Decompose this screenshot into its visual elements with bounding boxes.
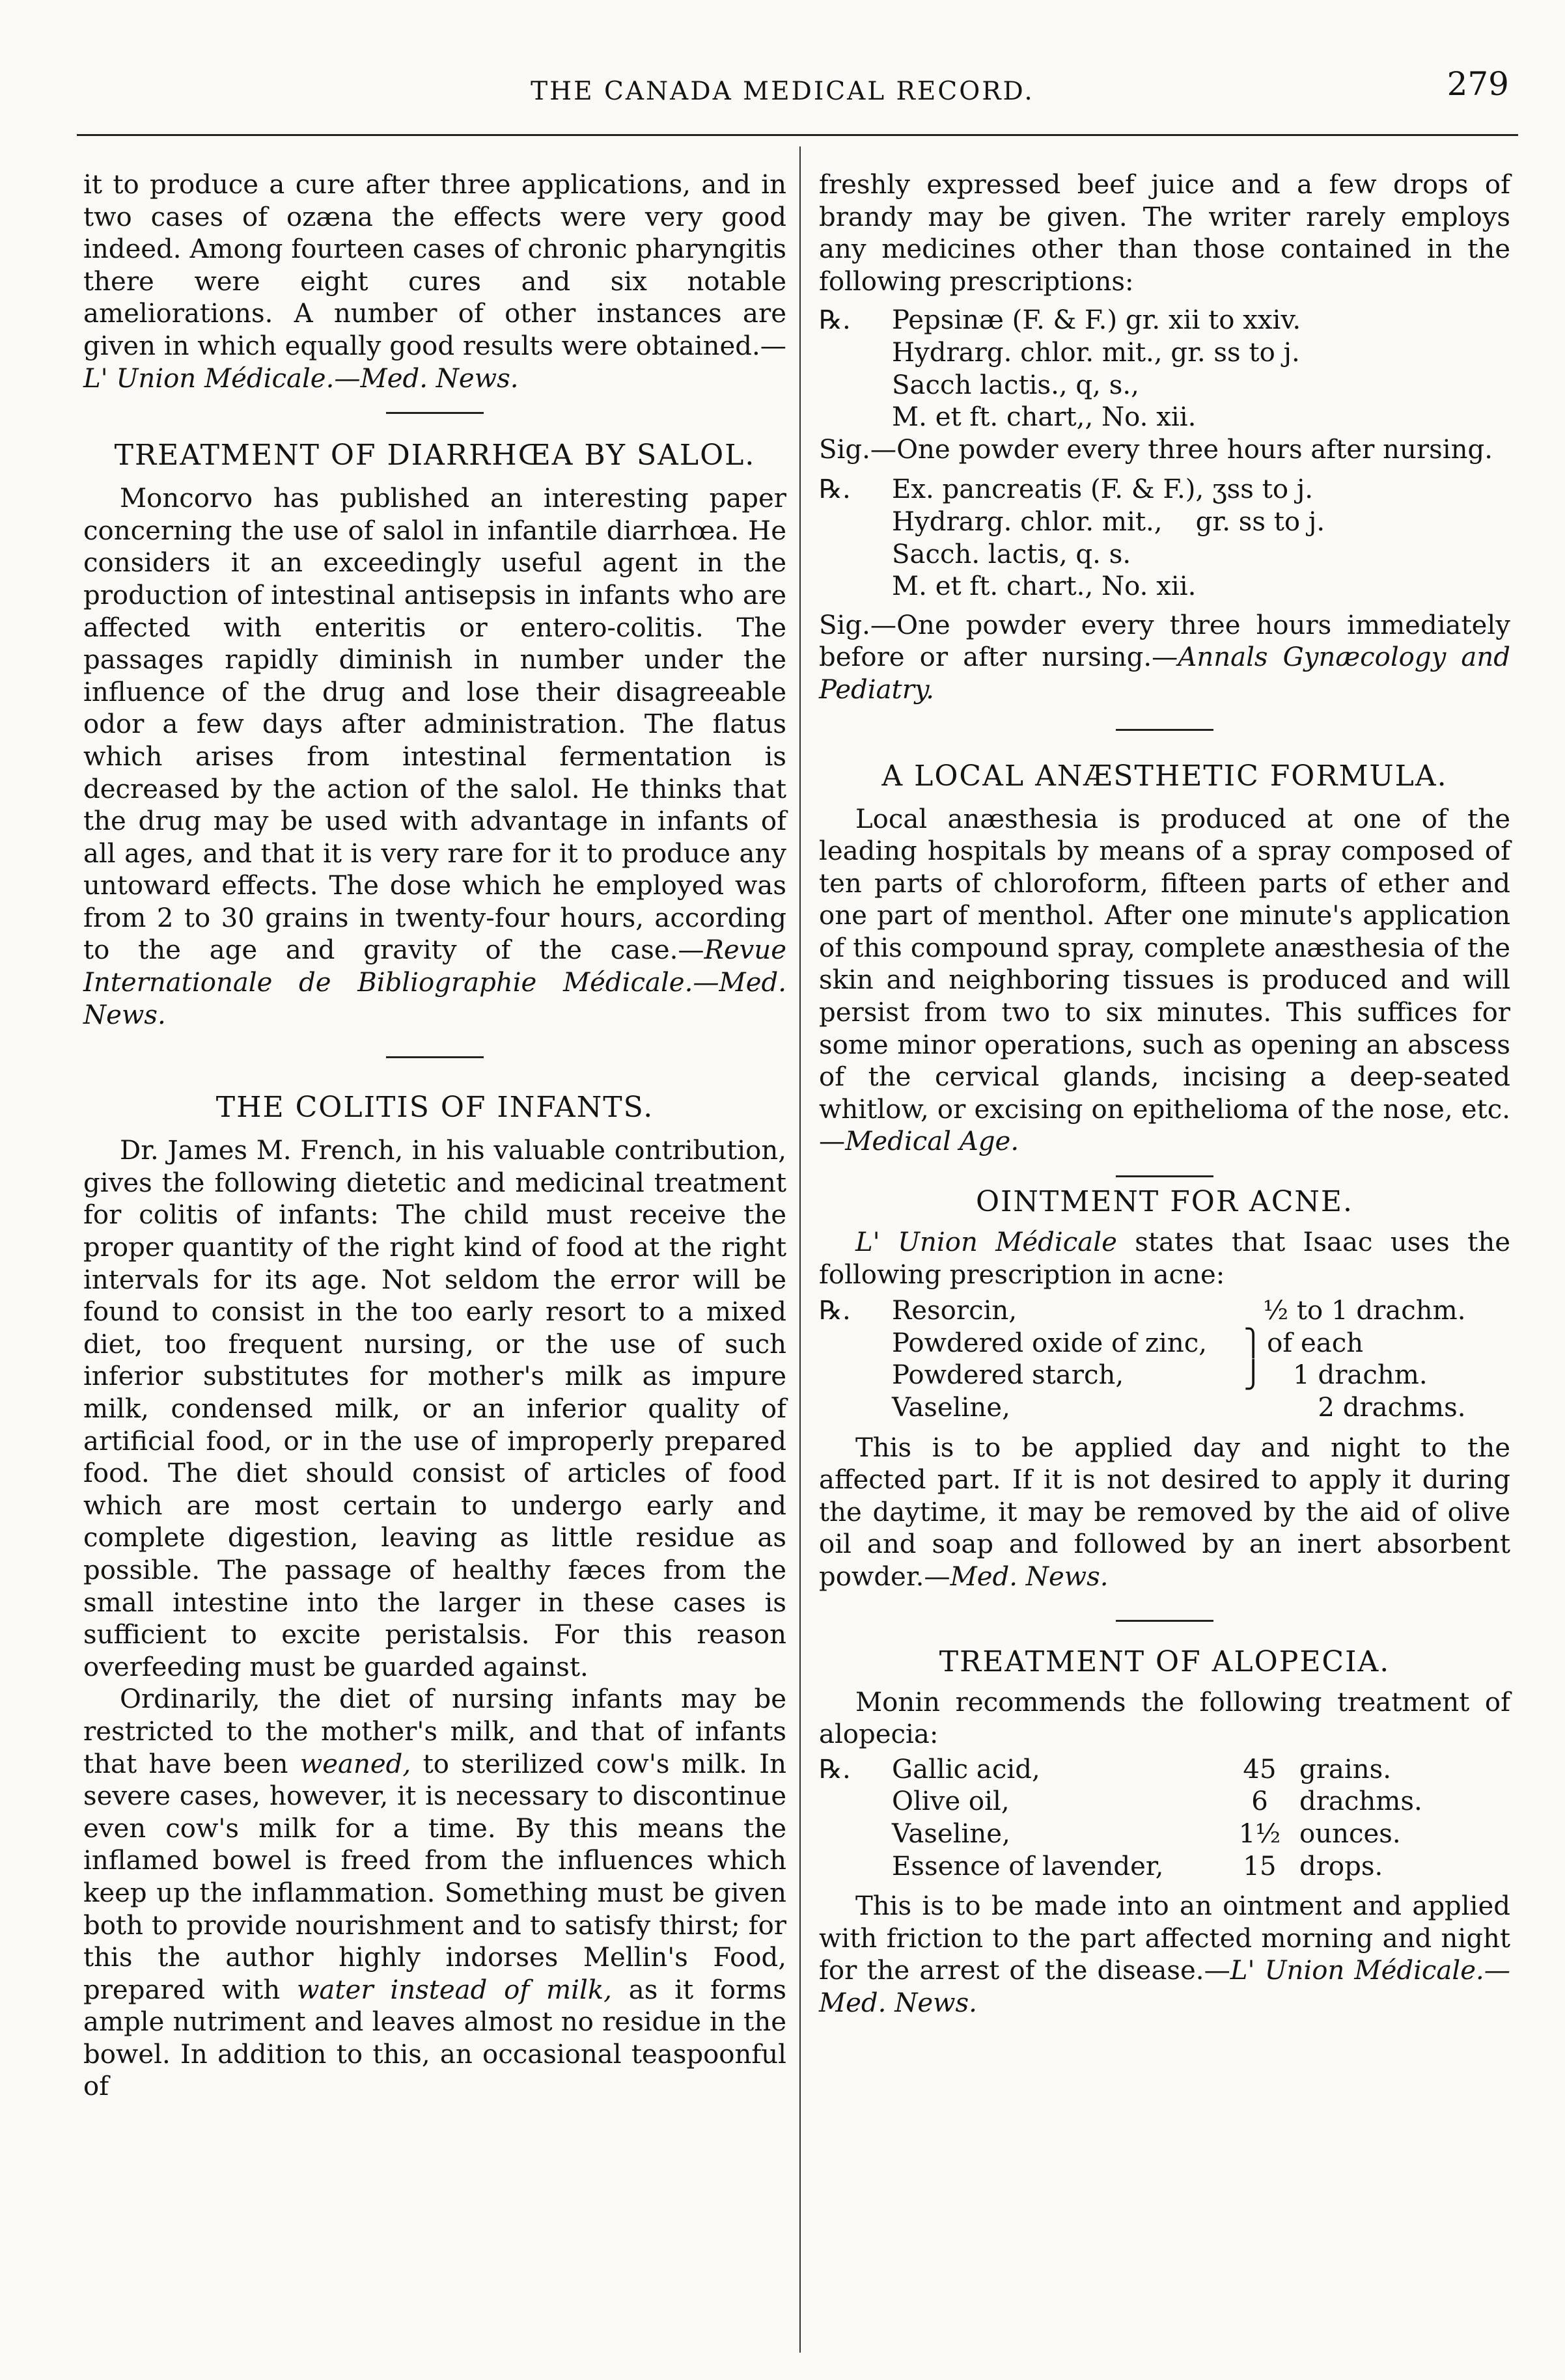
prescription-lines (892, 305, 1301, 433)
ingredient: Essence of lavender, (892, 1851, 1164, 1881)
unit: ounces. (1299, 1818, 1401, 1849)
source-citation: Annals Gynæcology and Pediatry. (819, 642, 1510, 705)
prescription-block (819, 474, 1510, 603)
salol-text: Moncorvo has published an interesting paper concerning the use of salol in infantile diarrhœa. He considers it an exceedingly useful agent in the production of intestinal antisepsis in infants who are affected with enteritis or entero-colitis. The passages rapidly diminish in number under the influence of the drug and lose their disagreeable odor a few days after administration. The flatus which arises from intestinal fermentation is decreased by the action of the salol. He thinks that the drug may be used with advantage in infants of all ages, and that it is very rare for it to produce any untoward effects. The dose which he employed was from 2 to 30 grains in twenty-four hours, according to the age and gravity of the case.— (83, 484, 786, 966)
heading-alopecia: TREATMENT OF ALOPECIA. (939, 1645, 1391, 1678)
prescription-line: M. et ft. chart., No. xii. (892, 571, 1197, 602)
prescription-row (892, 1754, 1422, 1786)
alopecia-paragraph (819, 1891, 1510, 2019)
signa-line: Sig.—One powder every three hours after nursing. (819, 434, 1493, 465)
dose: ½ to 1 drachm. (1263, 1296, 1466, 1326)
ingredient: Powdered starch, (892, 1360, 1124, 1391)
colitis-text: to sterilized cow's milk. In severe cases, however, it is necessary to discontinue even cow's milk for a time. By this means the inflamed bowel is freed from the influences which keep up the inflammation. Something must be given both to provide nourishment and to satisfy thirst; for this the author highly indorses Mellin's Food, prepared with (83, 1749, 786, 2005)
prescription-line: Ex. pancreatis (F. & F.), ʒss to j. (892, 474, 1314, 505)
prescription-line: Sacch. lactis, q. s. (892, 539, 1131, 569)
acne-intro-text: states that Isaac uses the following prescription in acne: (819, 1227, 1510, 1290)
heading-colitis: THE COLITIS OF INFANTS. (215, 1091, 654, 1125)
prescription-line: Pepsinæ (F. & F.) gr. xii to xxiv. (892, 305, 1301, 336)
signa-text: Sig.—One powder every three hours immediately before or after nursing.— (819, 610, 1510, 673)
recipe-symbol: ℞. (819, 305, 851, 336)
prescription-row (892, 1295, 1466, 1328)
alopecia-text: This is to be made into an ointment and applied with friction to the part affected morning and night for the arrest of the disease.— (819, 1891, 1510, 1986)
brace (1243, 1295, 1263, 1328)
prescription-row (892, 1786, 1422, 1818)
alopecia-intro: Monin recommends the following treatment of alopecia: (819, 1687, 1510, 1750)
ingredient: Vaseline, (892, 1393, 1010, 1423)
source-citation: Med. News. (950, 1561, 1109, 1592)
continued-paragraph (83, 169, 786, 395)
prescription-block (819, 1754, 1510, 1883)
quantity: 1½ (1238, 1818, 1281, 1849)
acne-prescription-table (892, 1295, 1466, 1424)
ingredient: Resorcin, (892, 1296, 1018, 1326)
section-separator (386, 1056, 484, 1058)
heading-anaesthetic: A LOCAL ANÆSTHETIC FORMULA. (881, 759, 1448, 793)
prescription-block (819, 1295, 1510, 1424)
page-number: 279 (1447, 65, 1509, 103)
salol-paragraph (83, 483, 786, 1032)
section-separator (1116, 729, 1213, 731)
prescription-line: Sacch lactis., q, s., (892, 370, 1139, 400)
section-separator (1116, 1175, 1213, 1177)
brace: ⎭ (1243, 1360, 1264, 1391)
colitis-paragraph-1: Dr. James M. French, in his valuable contribution, gives the following dietetic and medicinal treatment for colitis of infants: The child must receive the proper quantity of the right kind of food at the right intervals for its age. Not seldom the error will be found to consist in the too early resort to a mixed diet, too frequent nursing, or the use of such inferior substitutes for mother's milk as impure milk, condensed milk, or an inferior quality of artificial food, or in the use of improperly prepared food. The diet should consist of articles of food which are most certain to undergo early and complete digestion, leaving as little residue as possible. The passage of healthy fæces from the small intestine into the larger in these cases is sufficient to excite peristalsis. For this reason overfeeding must be guarded against. (83, 1136, 786, 1682)
quantity: 6 (1251, 1786, 1268, 1817)
quantity: 45 (1243, 1754, 1277, 1785)
prescription-line: Hydrarg. chlor. mit., gr. ss to j. (892, 506, 1325, 537)
column-rule (799, 146, 801, 2353)
dose: 2 drachms. (1318, 1393, 1466, 1423)
anaesthetic-paragraph (819, 804, 1510, 1159)
section-separator (1116, 1620, 1213, 1622)
prescription-row (892, 1392, 1466, 1425)
acne-intro (819, 1227, 1510, 1291)
ingredient: Gallic acid, (892, 1754, 1040, 1785)
colitis-paragraph-2 (83, 1684, 786, 2103)
unit: drops. (1299, 1851, 1383, 1881)
recipe-symbol: ℞. (819, 1296, 851, 1326)
header-rule (77, 134, 1518, 136)
source-citation: L' Union Médicale (855, 1227, 1117, 1258)
alopecia-prescription-table (892, 1754, 1422, 1883)
ingredient: Olive oil, (892, 1786, 1010, 1817)
prescription-row (892, 1328, 1466, 1360)
source-citation: L' Union Médicale.—Med. News. (83, 363, 519, 394)
signa-line (819, 610, 1510, 707)
recipe-symbol: ℞. (819, 474, 851, 505)
colitis-text: Ordinarily, the diet of nursing infants may be restricted to the mother's milk, and that of infants that have been (83, 1684, 786, 1779)
ingredient: Vaseline, (892, 1818, 1010, 1849)
prescription-line: Hydrarg. chlor. mit., gr. ss to j. (892, 337, 1300, 368)
continued-paragraph: freshly expressed beef juice and a few drops of brandy may be given. The writer rarely employs any medicines other than those contained in the following prescriptions: (819, 170, 1510, 297)
dose: of each (1267, 1328, 1364, 1358)
prescription-line: M. et ft. chart,, No. xii. (892, 402, 1197, 433)
unit: drachms. (1299, 1786, 1422, 1817)
running-title: THE CANADA MEDICAL RECORD. (531, 77, 1034, 106)
unit: grains. (1299, 1754, 1392, 1785)
prescription-row (892, 1360, 1466, 1392)
brace: ⎫ (1243, 1328, 1264, 1358)
brace (1243, 1392, 1263, 1425)
source-citation: Revue Internationale de Bibliographie Médicale.—Med. News. (83, 935, 786, 1030)
colitis-text: as it forms ample nutriment and leaves almost no residue in the bowel. In addition to this, an occasional teaspoonful of (83, 1975, 786, 2102)
prescription-row (892, 1851, 1422, 1883)
acne-paragraph (819, 1432, 1510, 1594)
section-separator (386, 412, 484, 414)
emphasis-text: water instead of milk, (297, 1975, 612, 2005)
right-column (819, 169, 1510, 2020)
emphasis-text: weaned, (299, 1749, 411, 1779)
heading-acne: OINTMENT FOR ACNE. (975, 1185, 1354, 1219)
anaesthetic-text: Local anæsthesia is produced at one of the leading hospitals by means of a spray composed of ten parts of chloroform, fifteen parts of ether and one part of menthol. After one minute's application of this compound spray, complete anæsthesia of the skin and neighboring tissues is produced and will persist from two to six minutes. This suffices for some minor operations, such as opening an abscess of the cervical glands, incising a deep-seated whitlow, or excising on epithelioma of the nose, etc.— (819, 804, 1510, 1157)
dose: 1 drachm. (1293, 1360, 1428, 1391)
recipe-symbol: ℞. (819, 1754, 851, 1785)
prescription-lines (892, 474, 1325, 603)
ingredient: Powdered oxide of zinc, (892, 1328, 1208, 1358)
prescription-block (819, 305, 1510, 433)
source-citation: L' Union Médicale.—Med. News. (819, 1956, 1510, 2018)
acne-text: This is to be applied day and night to the affected part. If it is not desired to apply it during the daytime, it may be removed by the aid of olive oil and soap and followed by an inert absorbent powder.— (819, 1432, 1510, 1592)
prescription-row (892, 1818, 1422, 1851)
continued-text: it to produce a cure after three applications, and in two cases of ozæna the effects were very good indeed. Among fourteen cases of chronic pharyngitis there were eight cures and six notable ameliorations. A number of other instances are given in which equally good results were obtained.— (83, 170, 786, 361)
left-column (83, 169, 786, 2103)
quantity: 15 (1243, 1851, 1277, 1881)
source-citation: Medical Age. (845, 1127, 1019, 1157)
heading-salol: TREATMENT OF DIARRHŒA BY SALOL. (114, 439, 756, 472)
